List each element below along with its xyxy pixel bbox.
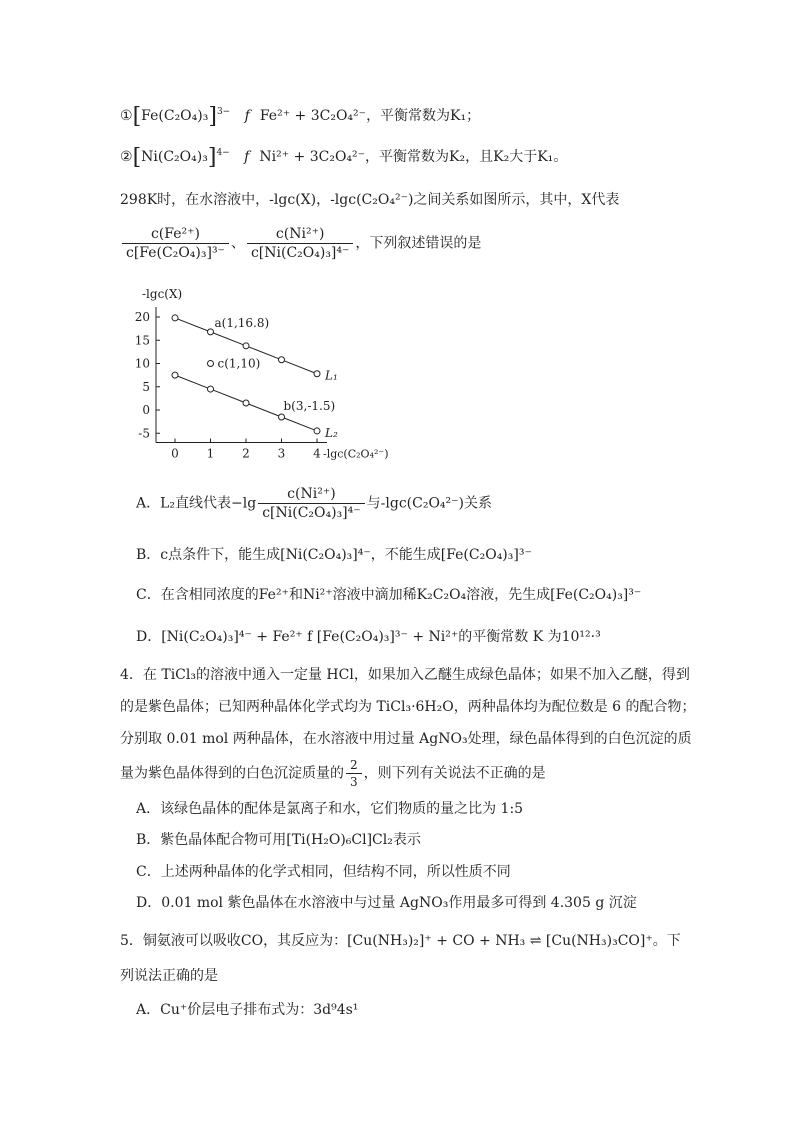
eq1-charge: 3−	[216, 107, 231, 117]
eq1-rhs: Fe²⁺ + 3C₂O₄²⁻	[259, 108, 367, 124]
q4-fraction	[346, 758, 362, 789]
q3a-num: c(Ni²⁺)	[258, 486, 364, 504]
series-point	[172, 315, 178, 321]
eq2-complex: Ni(C₂O₄)₃	[141, 149, 208, 165]
point-label: a(1,16.8)	[214, 315, 270, 330]
eq1-arrow: f	[244, 108, 250, 124]
q3-option-d: D．[Ni(C₂O₄)₃]⁴⁻ + Fe²⁺ f [Fe(C₂O₄)₃]³⁻ + Ni²⁺的平衡常数 K 为10¹²·³	[136, 629, 601, 645]
series-point	[208, 386, 214, 392]
q5-option-a: A．Cu⁺价层电子排布式为：3d⁹4s¹	[136, 1002, 359, 1018]
fraction-separator: 、	[230, 235, 245, 252]
y-tick-label: 10	[134, 356, 150, 371]
series-point	[279, 414, 285, 420]
x-tick-label: 2	[242, 446, 250, 461]
eq1-complex: Fe(C₂O₄)₃	[141, 108, 209, 124]
q4-line-1: 4．在 TiCl₃的溶液中通入一定量 HCl，如果加入乙醚生成绿色晶体；如果不加入乙醚，得到	[120, 667, 690, 683]
q3a-fraction	[258, 486, 364, 521]
series-point	[279, 357, 285, 363]
y-tick-label: 5	[142, 379, 150, 394]
fraction-ni-num: c(Ni²⁺)	[247, 226, 353, 244]
q5-line-2: 列说法正确的是	[120, 968, 218, 984]
eq1-number: ①	[120, 108, 133, 124]
eq2-number: ②	[120, 149, 133, 165]
q4-option-d: D．0.01 mol 紫色晶体在水溶液中与过量 AgNO₃作用最多可得到 4.305 g 沉淀	[136, 895, 637, 911]
series-point	[208, 329, 214, 335]
series-point	[172, 372, 178, 378]
series-point	[314, 371, 320, 377]
q3a-den: c[Ni(C₂O₄)₃]⁴⁻	[262, 505, 361, 521]
equation-1: $①[Fe(C_2O_4)_3]^{3-}$ f Fe²⁺ + 3C₂O₄²⁻，平衡常数为K₁；	[120, 104, 481, 129]
fraction-fe-num: c(Fe²⁺)	[122, 226, 229, 244]
eq1-text: ，平衡常数为K₁；	[366, 108, 481, 124]
equation-2: $②[Ni(C_2O_4)_3]^{4-}$ f Ni²⁺ + 3C₂O₄²⁻，平衡常数为K₂，且K₂大于K₁。	[120, 145, 568, 170]
q4-line-2: 的是紫色晶体；已知两种晶体化学式均为 TiCl₃·6H₂O，两种晶体均为配位数是 6 的配合物；	[120, 699, 696, 715]
q4-fraction-den: 3	[350, 775, 358, 789]
q4-line-3: 分别取 0.01 mol 两种晶体，在水溶液中用过量 AgNO₃处理，绿色晶体得到的白色沉淀的质	[120, 731, 692, 747]
q5-line-1: 5．铜氨液可以吸收CO，其反应为：[Cu(NH₃)₂]⁺ + CO + NH₃ ⇌ [Cu(NH₃)₃CO]⁺。下	[120, 933, 681, 949]
chart	[120, 284, 410, 464]
q4-line-4b: ，则下列有关说法不正确的是	[363, 765, 546, 782]
q3a-pre: A．L₂直线代表−lg	[136, 495, 257, 512]
fraction-tail: ，下列叙述错误的是	[355, 235, 482, 252]
q4-option-b: B．紫色晶体配合物可用[Ti(H₂O)₆Cl]Cl₂表示	[136, 832, 421, 848]
q3-option-a	[136, 486, 492, 521]
point-c-marker	[208, 361, 214, 367]
series-point	[243, 343, 249, 349]
eq2-text: ，平衡常数为K₂，且K₂大于K₁。	[365, 149, 568, 165]
series-label-1: L₁	[325, 368, 338, 383]
q3a-post: 与-lgc(C₂O₄²⁻)关系	[366, 495, 493, 512]
fraction-fe-den: c[Fe(C₂O₄)₃]³⁻	[126, 245, 225, 261]
y-tick-label: -5	[138, 426, 150, 441]
fraction-ni	[247, 226, 353, 261]
point-label: b(3,-1.5)	[283, 398, 336, 413]
q4-line-4	[120, 758, 546, 789]
y-tick-label: 0	[142, 403, 150, 417]
eq2-rhs: Ni²⁺ + 3C₂O₄²⁻	[259, 149, 366, 165]
fraction-fe	[122, 226, 229, 261]
fraction-ni-den: c[Ni(C₂O₄)₃]⁴⁻	[250, 245, 350, 261]
q4-option-c: C．上述两种晶体的化学式相同，但结构不同，所以性质不同	[136, 864, 511, 880]
eq2-charge: 4−	[216, 148, 230, 158]
q4-line-4a: 量为紫色晶体得到的白色沉淀质量的	[120, 765, 344, 782]
q4-fraction-num: 2	[346, 758, 362, 774]
series-point	[314, 428, 320, 434]
y-tick-label: 15	[134, 333, 150, 348]
q4-option-a: A．该绿色晶体的配体是氯离子和水，它们物质的量之比为 1:5	[136, 801, 524, 817]
q3-option-c: C．在含相同浓度的Fe²⁺和Ni²⁺溶液中滴加稀K₂C₂O₄溶液，先生成[Fe(C₂O₄)₃]³⁻	[136, 587, 642, 603]
eq2-arrow: f	[244, 149, 250, 165]
x-tick-label: 4	[313, 446, 321, 461]
x-axis-label: -lgc(C₂O₄²⁻)	[323, 447, 389, 461]
q3-option-b: B．c点条件下，能生成[Ni(C₂O₄)₃]⁴⁻，不能生成[Fe(C₂O₄)₃]³⁻	[136, 547, 532, 563]
y-axis-label: -lgc(X)	[142, 287, 183, 301]
intro-text: 298K时，在水溶液中，-lgc(X)，-lgc(C₂O₄²⁻)之间关系如图所示，其中，X代表	[120, 192, 620, 208]
x-tick-label: 1	[206, 446, 215, 461]
point-label: c(1,10)	[217, 356, 261, 371]
series-label-2: L₂	[325, 425, 338, 440]
y-tick-label: 20	[134, 310, 150, 324]
x-tick-label: 0	[171, 446, 179, 461]
x-tick-label: 3	[277, 446, 286, 461]
series-point	[243, 400, 249, 406]
x-definition	[120, 226, 481, 261]
